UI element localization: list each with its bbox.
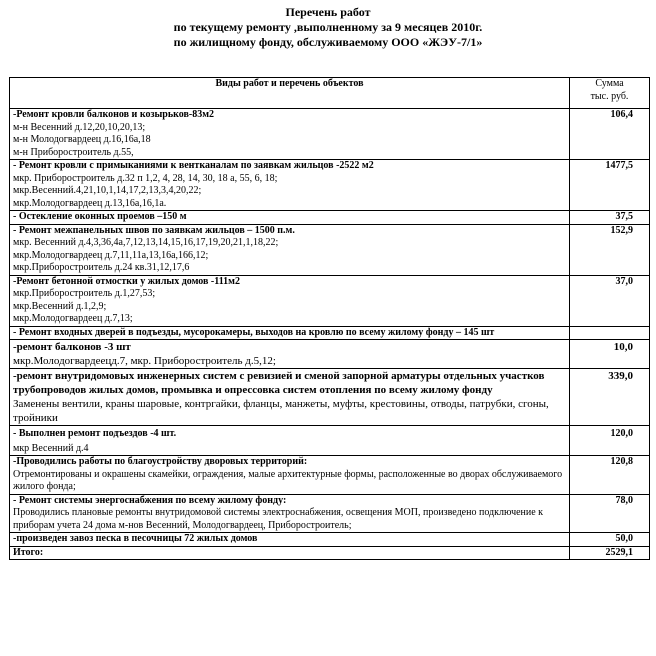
sum-cell: 1477,5 (570, 160, 650, 211)
table-row (10, 224, 650, 275)
sum-cell: 120,8 (570, 456, 650, 495)
table-header-row (10, 78, 650, 109)
table-row (10, 160, 650, 211)
work-title: - Остекление оконных проемов –150 м (13, 211, 187, 222)
work-cell (10, 494, 570, 533)
work-cell (10, 109, 570, 160)
work-cell (10, 426, 570, 456)
table-row (10, 426, 650, 456)
header-sum-line-2: тыс. руб. (590, 90, 629, 102)
sum-cell: 106,4 (570, 109, 650, 160)
total-row (10, 546, 650, 560)
sum-cell: 37,0 (570, 275, 650, 326)
work-cell (10, 326, 570, 340)
work-cell (10, 160, 570, 211)
work-cell (10, 456, 570, 495)
table-row (10, 211, 650, 225)
work-detail: Отремонтированы и окрашены скамейки, ограждения, малые архитектурные формы, расположенные во дворах обслуживаемого жилого фонда; (13, 468, 563, 492)
works-table (9, 77, 650, 560)
total-sum: 2529,1 (570, 546, 650, 560)
work-title: -Проводились работы по благоустройству дворовых территорий: (13, 456, 308, 467)
sum-cell: 37,5 (570, 211, 650, 225)
work-detail: мкр.Молодогвардеецд.7, мкр. Приборостроитель д.5,12; (13, 355, 276, 367)
work-cell (10, 369, 570, 426)
work-detail: мкр.Молодогвардеец д.13,16а,16,1а. (13, 197, 167, 209)
sum-cell: 120,0 (570, 426, 650, 456)
work-cell (10, 224, 570, 275)
work-title: - Ремонт системы энергоснабжения по всему жилому фонду: (13, 494, 287, 506)
work-cell (10, 211, 570, 225)
sum-cell (570, 326, 650, 340)
table-row (10, 369, 650, 426)
work-detail: Проводились плановые ремонты внутридомовой системы электроснабжения, освещения МОП, произведено подключение к приборам учета 24 дома м-нов Весенний, Молодогвардеец, Приборостроитель; (13, 507, 544, 531)
work-detail: м-н Весенний д.12,20,10,20,13; (13, 121, 146, 133)
work-title: -Ремонт бетонной отмостки у жилых домов -111м2 (13, 275, 240, 287)
sum-cell: 50,0 (570, 533, 650, 547)
work-detail: мкр.Молодогвардеец д.7,11,11а,13,16а,166,12; (13, 249, 209, 261)
header-works: Виды работ и перечень объектов (10, 78, 570, 109)
table-row (10, 533, 650, 547)
table-row (10, 275, 650, 326)
work-title: - Выполнен ремонт подъездов -4 шт. (13, 428, 177, 439)
work-detail: мкр.Молодогвардеец д.7,13; (13, 313, 133, 324)
title-line-2: по текущему ремонту ,выполненному за 9 месяцев 2010г. (173, 20, 483, 34)
work-title: - Ремонт входных дверей в подъезды, мусорокамеры, выходов на кровлю по всему жилому фонду – 145 шт (13, 326, 495, 338)
title-line-1: Перечень работ (285, 5, 371, 19)
work-detail: м-н Молодогвардеец д.16,16а,18 (13, 134, 151, 145)
sum-cell: 10,0 (570, 340, 650, 369)
work-title: - Ремонт кровли с примыканиями к вентканалам по заявкам жильцов -2522 м2 (13, 160, 374, 171)
work-detail: мкр.Весенний.4,21,10,1,14,17,2,13,3,4,20,22; (13, 185, 202, 196)
work-cell (10, 340, 570, 369)
table-row (10, 494, 650, 533)
work-detail: мкр. Приборостроитель д.32 п 1,2, 4, 28, 14, 30, 18 а, 55, 6, 18; (13, 172, 278, 184)
document-title (0, 5, 656, 50)
work-cell (10, 533, 570, 547)
header-sum (570, 78, 650, 109)
work-title: -произведен завоз песка в песочницы 72 жилых домов (13, 533, 258, 544)
sum-cell: 78,0 (570, 494, 650, 533)
sum-cell: 152,9 (570, 224, 650, 275)
work-title: -ремонт внутридомовых инженерных систем с ревизией и сменой запорной арматуры отдельных участков трубопроводов жилых домов, промывка и опрессовка систем отопления по всему жилому фонду (13, 370, 545, 396)
work-detail: мкр. Весенний д.4,3,36,4а,7,12,13,14,15,16,17,19,20,21,1,18,22; (13, 237, 279, 248)
header-sum-line-1: Сумма (595, 78, 624, 89)
total-label: Итого: (10, 546, 570, 560)
work-detail: Заменены вентили, краны шаровые, контргайки, фланцы, манжеты, муфты, крестовины, отводы, патрубки, сгоны, тройники (13, 398, 549, 424)
work-title: - Ремонт межпанельных швов по заявкам жильцов – 1500 п.м. (13, 224, 295, 236)
work-detail: мкр.Приборостроитель д.24 кв.31,12,17,6 (13, 262, 190, 273)
work-title: -Ремонт кровли балконов и козырьков-83м2 (13, 109, 215, 120)
table-row (10, 340, 650, 369)
work-title: -ремонт балконов -3 шт (13, 341, 131, 353)
work-detail: мкр.Весенний д.1,2,9; (13, 300, 107, 312)
work-detail: м-н Приборостроитель д.55, (13, 146, 134, 158)
table-row (10, 456, 650, 495)
sum-cell: 339,0 (570, 369, 650, 426)
title-line-3: по жилищному фонду, обслуживаемому ООО «ЖЭУ-7/1» (173, 35, 483, 49)
work-cell (10, 275, 570, 326)
table-row (10, 109, 650, 160)
table-row (10, 326, 650, 340)
work-detail: мкр.Приборостроитель д.1,27,53; (13, 288, 156, 299)
work-detail: мкр Весенний д.4 (13, 442, 89, 454)
